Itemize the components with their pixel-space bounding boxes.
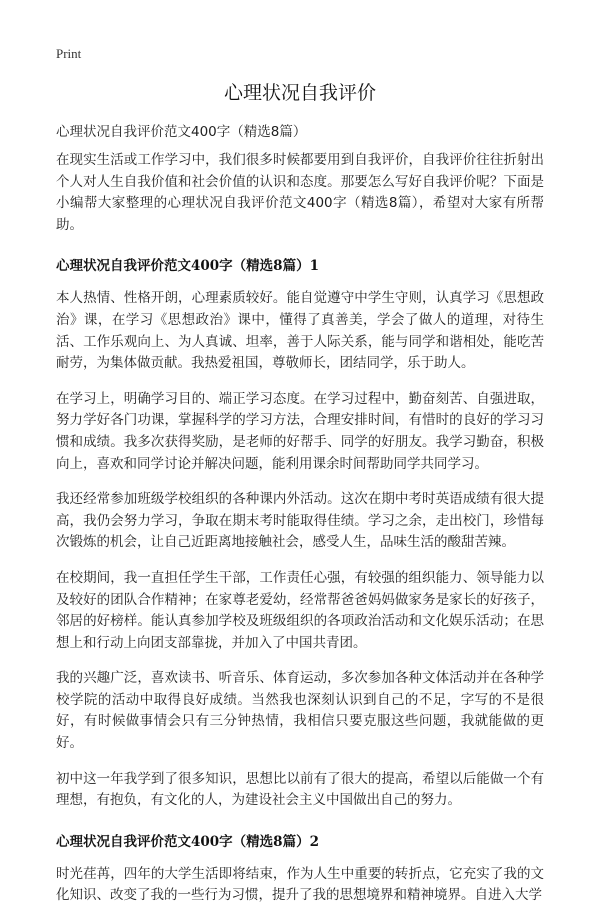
page-title: 心理状况自我评价 xyxy=(223,82,376,104)
body-paragraph: 我还经常参加班级学校组织的各种课内外活动。这次在期中考时英语成绩有很大提高，我仍会努力学习，争取在期末考时能取得佳绩。学习之余，走出校门，珍惜每次锻炼的机会，让自己近距离地接触社会，感受人生，品味生活的酸甜苦辣。 xyxy=(56,491,544,551)
body-paragraph: 时光荏苒，四年的大学生活即将结束，作为人生中重要的转折点，它充实了我的文化知识、改变了我的一些行为习惯，提升了我的思想境界和精神境界。自进入大学 xyxy=(56,865,544,904)
body-paragraph: 在校期间，我一直担任学生干部，工作责任心强，有较强的组织能力、领导能力以及较好的团队合作精神；在家尊老爱幼，经常帮爸爸妈妈做家务是家长的好孩子，邻居的好榜样。能认真参加学校及班级组织的各项政治活动和文化娱乐活动；在思想上和行动上向团支部靠拢，并加入了中国共青团。 xyxy=(56,569,544,651)
document-body xyxy=(56,150,544,921)
body-paragraph: 在学习上，明确学习目的、端正学习态度。在学习过程中，勤奋刻苦、自强进取，努力学好各门功课，掌握科学的学习方法，合理安排时间，有惜时的良好的学习习惯和成绩。我多次获得奖励，是老师的好帮手、同学的好朋友。我学习勤奋，积极向上，喜欢和同学讨论并解决问题，能利用课余时间帮助同学共同学习。 xyxy=(56,390,544,472)
section-heading: 心理状况自我评价范文400字（精选8篇）2 xyxy=(56,833,319,850)
body-paragraph: 初中这一年我学到了很多知识，思想比以前有了很大的提高，希望以后能做一个有理想，有抱负，有文化的人，为建设社会主义中国做出自己的努力。 xyxy=(56,770,544,809)
print-link[interactable]: Print xyxy=(56,46,82,61)
section-heading: 心理状况自我评价范文400字（精选8篇）1 xyxy=(56,258,319,275)
body-paragraph: 我的兴趣广泛，喜欢读书、听音乐、体育运动，多次参加各种文体活动并在各种学校学院的活动中取得良好成绩。当然我也深刻认识到自己的不足，字写的不是很好，有时候做事情会只有三分钟热情，我相信只要克服这些问题，我就能做的更好。 xyxy=(56,670,544,752)
document-subtitle: 心理状况自我评价范文400字（精选8篇） xyxy=(56,124,307,140)
body-paragraph: 本人热情、性格开朗，心理素质较好。能自觉遵守中学生守则，认真学习《思想政治》课，在学习《思想政治》课中，懂得了真善美，学会了做人的道理，对待生活、工作乐观向上、为人真诚、坦率，善于人际关系，能与同学和谐相处，能吃苦耐劳，为集体做贡献。我热爱祖国，尊敬师长，团结同学，乐于助人。 xyxy=(56,290,544,372)
intro-paragraph: 在现实生活或工作学习中，我们很多时候都要用到自我评价，自我评价往往折射出个人对人生自我价值和社会价值的认识和态度。那要怎么写好自我评价呢？下面是小编帮大家整理的心理状况自我评价范文400字（精选8篇），希望对大家有所帮助。 xyxy=(56,152,544,233)
